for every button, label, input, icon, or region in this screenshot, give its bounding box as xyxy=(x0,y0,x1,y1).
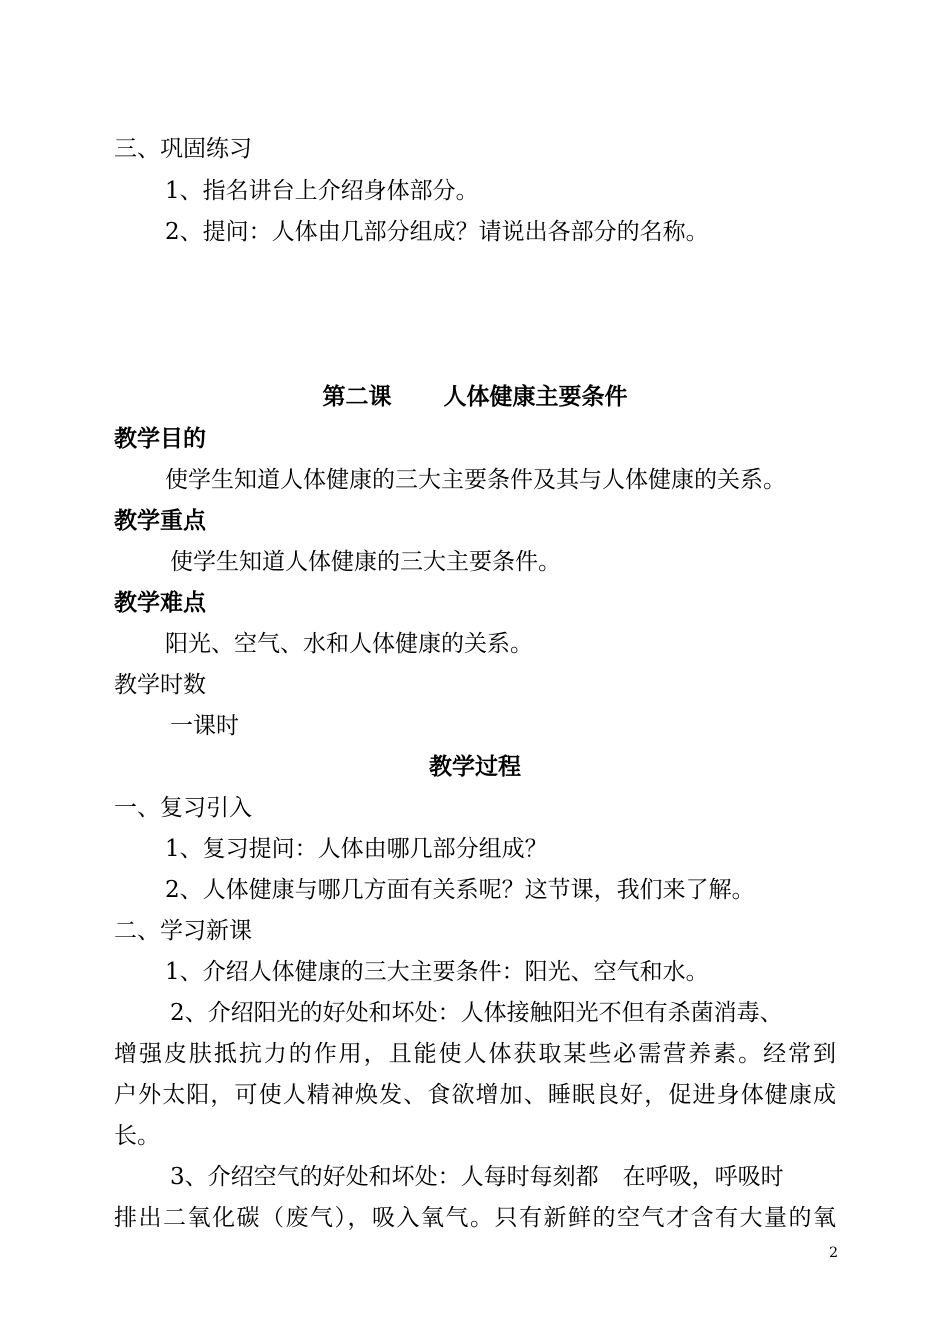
process-title: 教学过程 xyxy=(429,753,521,780)
teaching-goal-label: 教学目的 xyxy=(114,425,206,452)
air-paragraph-line-2: 排出二氧化碳（废气），吸入氧气。只有新鲜的空气才含有大量的氧 xyxy=(114,1205,836,1231)
new-lesson-heading: 二、学习新课 xyxy=(114,918,252,944)
sunlight-paragraph-line-1: 2、介绍阳光的好处和坏处：人体接触阳光不但有杀菌消毒、 xyxy=(170,1000,783,1026)
review-item-2: 2、人体健康与哪几方面有关系呢？这节课，我们来了解。 xyxy=(165,877,755,903)
teaching-difficulty-label: 教学难点 xyxy=(114,589,206,616)
teaching-hours-text: 一课时 xyxy=(170,713,239,739)
lesson-title xyxy=(0,382,950,412)
consolidate-item-1: 1、指名讲台上介绍身体部分。 xyxy=(165,178,479,204)
teaching-focus-label: 教学重点 xyxy=(114,507,206,534)
page-number: 2 xyxy=(829,1245,838,1261)
sunlight-paragraph-line-3: 户外太阳，可使人精神焕发、食欲增加、睡眠良好，促进身体健康成 xyxy=(114,1082,836,1108)
air-paragraph-line-1-part-b: 在呼吸，呼吸时 xyxy=(622,1164,784,1190)
review-heading: 一、复习引入 xyxy=(114,795,252,821)
sunlight-paragraph-line-2: 增强皮肤抵抗力的作用，且能使人体获取某些必需营养素。经常到 xyxy=(114,1041,836,1067)
teaching-focus-text: 使学生知道人体健康的三大主要条件。 xyxy=(170,549,561,575)
section-consolidate-heading: 三、巩固练习 xyxy=(114,136,252,162)
new-lesson-item-1: 1、介绍人体健康的三大主要条件：阳光、空气和水。 xyxy=(165,959,709,985)
air-paragraph-line-1 xyxy=(170,1162,784,1192)
sunlight-paragraph-line-4: 长。 xyxy=(114,1123,160,1149)
air-paragraph-line-1-part-a: 3、介绍空气的好处和坏处：人每时每刻都 xyxy=(170,1164,599,1190)
lesson-number: 第二课 xyxy=(322,383,392,410)
lesson-name: 人体健康主要条件 xyxy=(443,383,628,410)
teaching-hours-label: 教学时数 xyxy=(114,672,206,698)
review-item-1: 1、复习提问：人体由哪几部分组成？ xyxy=(165,836,548,862)
consolidate-item-2: 2、提问：人体由几部分组成？请说出各部分的名称。 xyxy=(165,219,709,245)
teaching-difficulty-text: 阳光、空气、水和人体健康的关系。 xyxy=(165,631,533,657)
teaching-goal-text: 使学生知道人体健康的三大主要条件及其与人体健康的关系。 xyxy=(165,467,786,493)
